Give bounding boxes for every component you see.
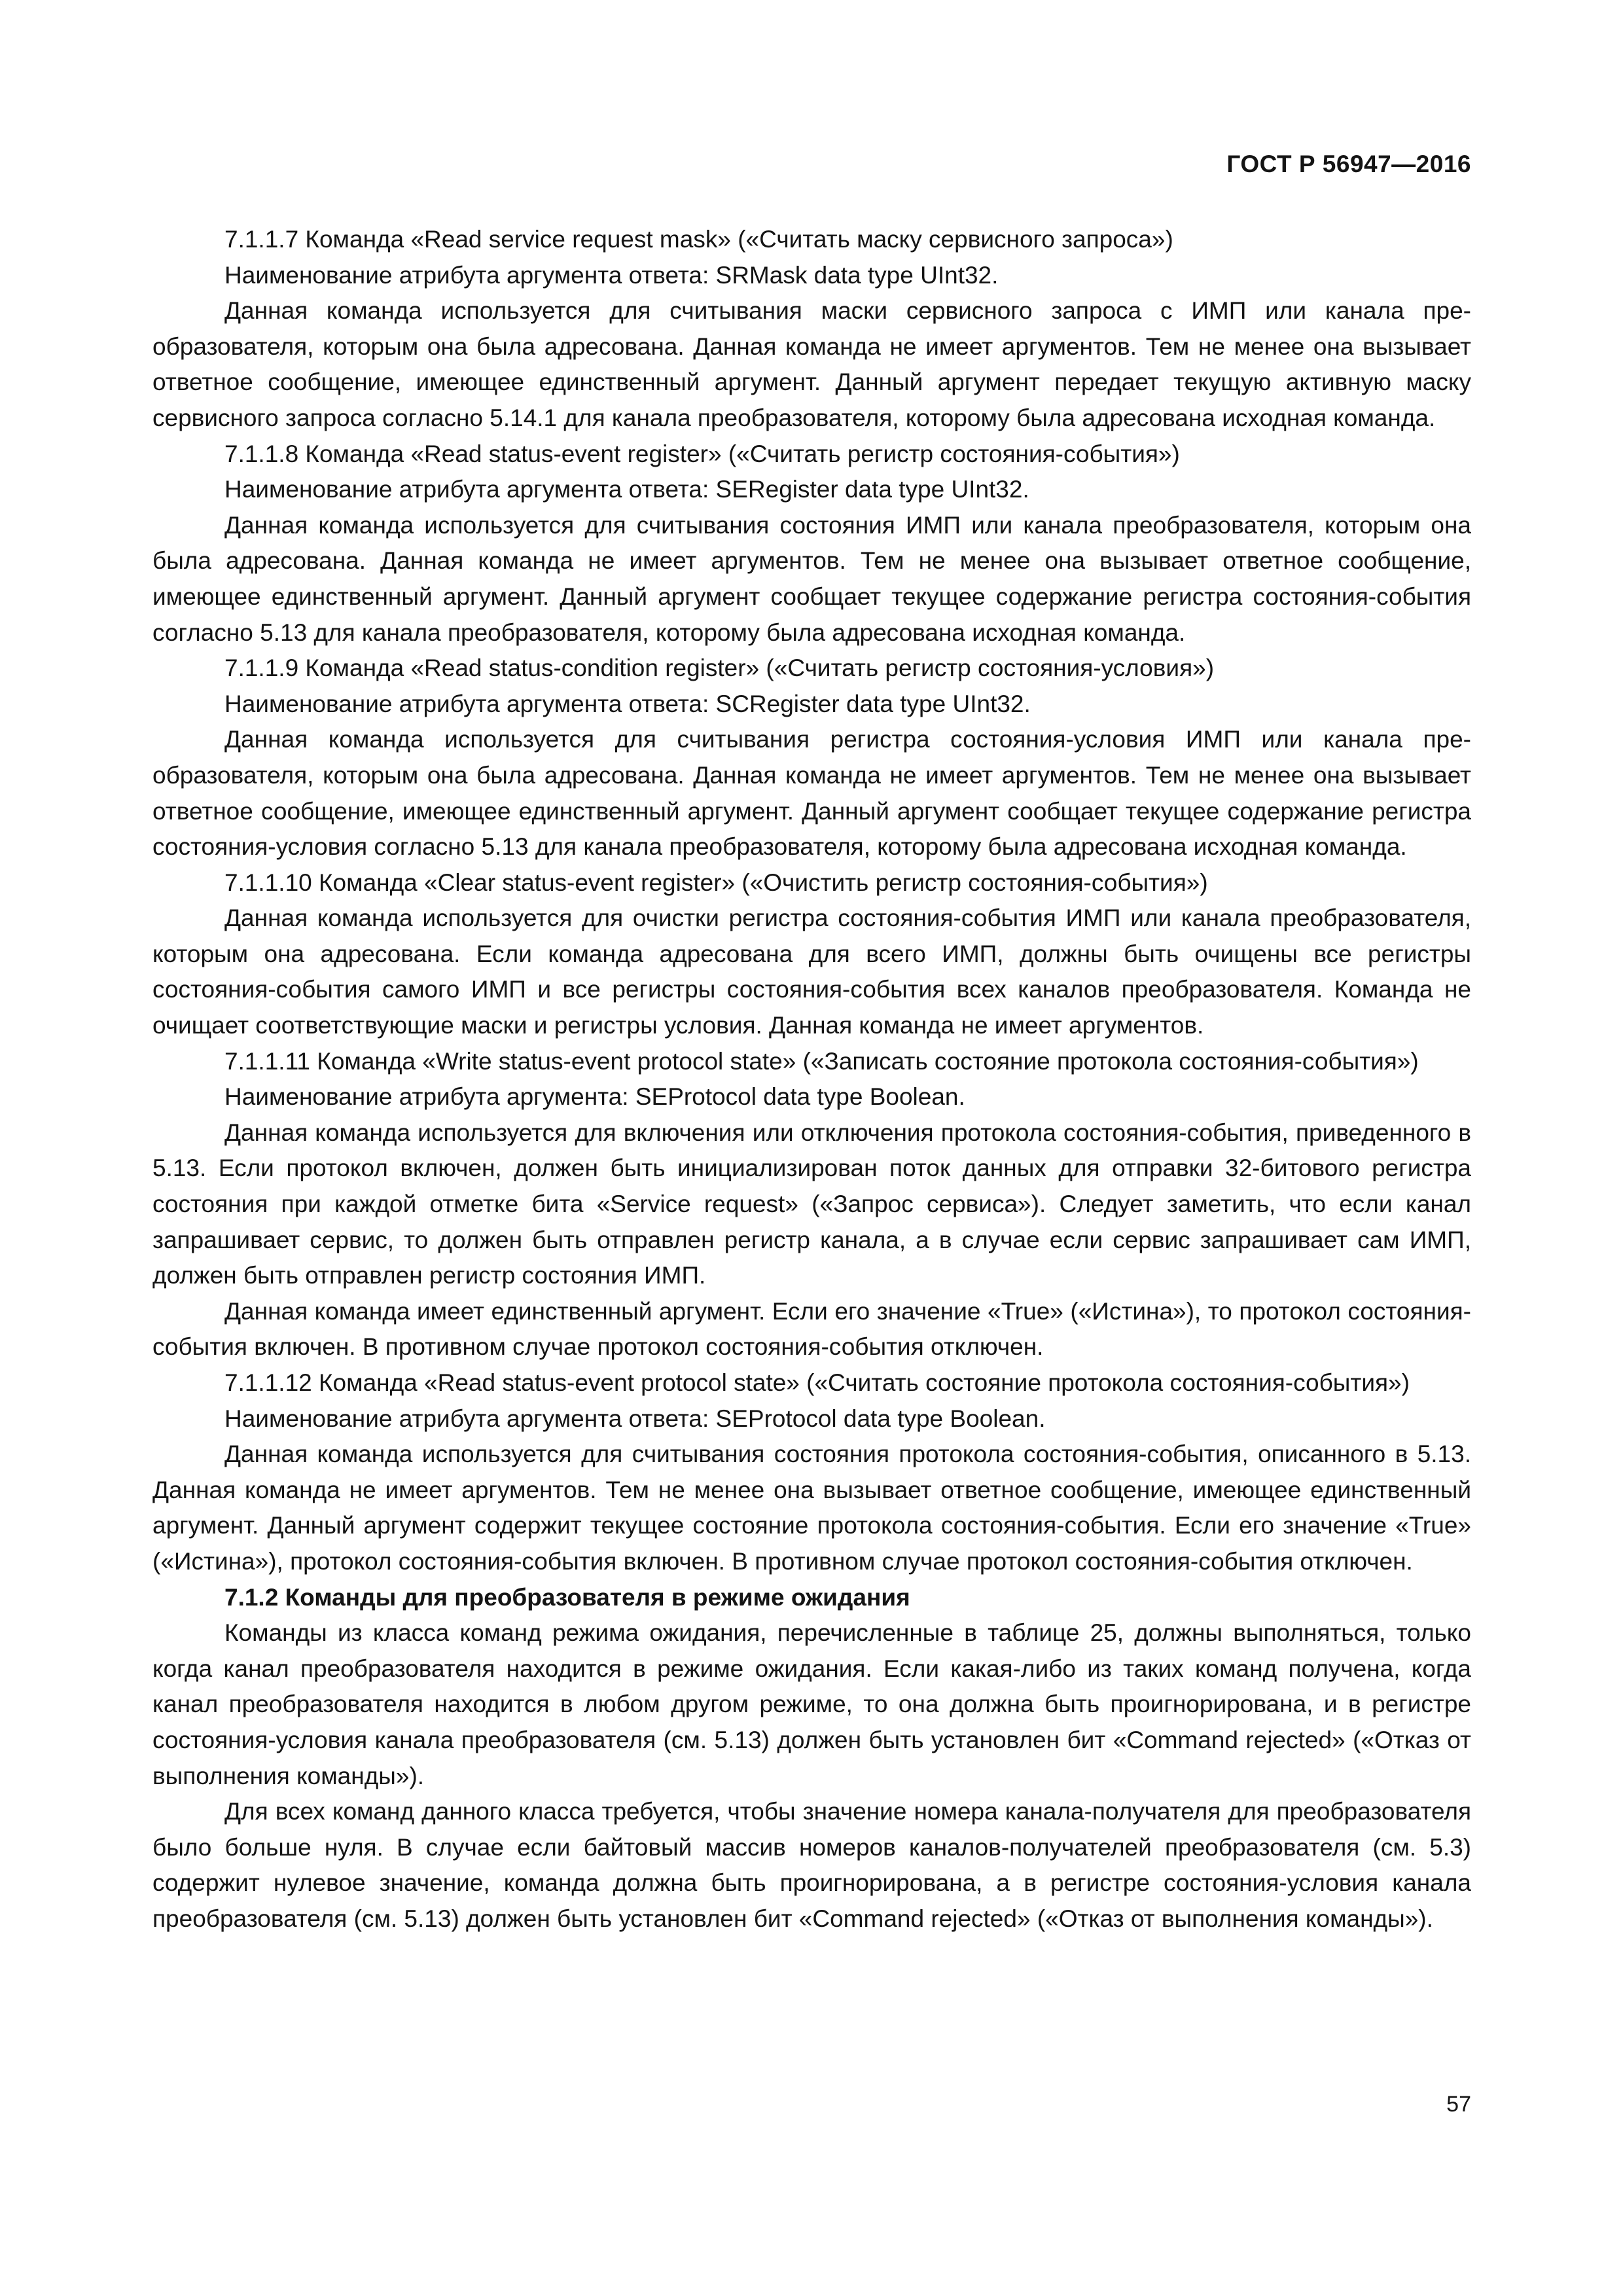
paragraph: Данная команда имеет единственный аргумент. Если его значение «True» («Истина»), то протокол состояния-события включен. В противном случае протокол состояния-события отключен. xyxy=(152,1297,1471,1361)
paragraph: Наименование атрибута аргумента ответа: SRMask data type UInt32. xyxy=(224,261,999,289)
paragraph: Данная команда используется для считывания регистра состояния-условия ИМП или канала преобразователя, которым она была адресована. Данная команда не имеет аргументов. Тем не менее она вызывает ответное сообщение, имеющее единственный аргумент. Данный аргумент сообщает текущее содержание регистра состояния-условия согласно 5.13 для канала преобразователя, которому была адресована исходная команда. xyxy=(152,726,1471,861)
paragraph: Команды из класса команд режима ожидания, перечисленные в таблице 25, должны выполняться, только когда канал преобразователя находится в режиме ожидания. Если какая-либо из таких команд получена, когда канал преобразователя находится в любом другом режиме, то она должна быть проигнорирована, и в регистре состояния-условия канала преобразователя (см. 5.13) должен быть установлен бит «Command rejected» («Отказ от выполнения команды»). xyxy=(152,1619,1471,1789)
paragraph: Для всех команд данного класса требуется, чтобы значение номера канала-получателя для преобразователя было больше нуля. В случае если байтовый массив номеров каналов-получателей преобразователя (см. 5.3) содержит нулевое значение, команда должна быть проигнорирована, а в регистре состояния-условия канала преобразователя (см. 5.13) должен быть установлен бит «Command rejected» («Отказ от выполнения команды»). xyxy=(152,1798,1471,1932)
paragraph: Наименование атрибута аргумента ответа: SEProtocol data type Boolean. xyxy=(224,1405,1046,1432)
paragraph: 7.1.1.10 Команда «Clear status-event register» («Очистить регистр состояния-события») xyxy=(224,869,1208,896)
paragraph: Наименование атрибута аргумента ответа: SERegister data type UInt32. xyxy=(224,476,1029,503)
paragraph: Данная команда используется для включения или отключения протокола состояния-события, приведенного в 5.13. Если протокол включен, должен быть инициализирован поток данных для отправки 32-битового регистра состояния при каждой отметке бита «Service request» («Запрос сервиса»). Следует заметить, что если канал запрашивает сервис, то должен быть отправлен регистр канала, а в случае если сервис запрашивает сам ИМП, должен быть отправлен регистр состояния ИМП. xyxy=(152,1119,1471,1289)
paragraph: 7.1.1.9 Команда «Read status-condition register» («Считать регистр состояния-условия») xyxy=(224,655,1215,682)
page-body xyxy=(152,222,1471,1937)
paragraph: Наименование атрибута аргумента: SEProtocol data type Boolean. xyxy=(224,1083,965,1111)
paragraph: 7.1.1.7 Команда «Read service request mask» («Считать маску сервисного запроса») xyxy=(224,226,1173,253)
paragraph: 7.1.1.12 Команда «Read status-event protocol state» («Считать состояние протокола состояния-события») xyxy=(224,1369,1410,1396)
paragraph: Данная команда используется для очистки регистра состояния-события ИМП или канала преобразователя, которым она адресована. Если команда адресована для всего ИМП, должны быть очищены все регистры состояния-события самого ИМП и все регистры состояния-события всех каналов преобразователя. Команда не очищает соответствующие маски и регистры условия. Данная команда не имеет аргументов. xyxy=(152,905,1471,1039)
paragraph: 7.1.1.8 Команда «Read status-event register» («Считать регистр состояния-события») xyxy=(224,440,1180,467)
page-header: ГОСТ Р 56947—2016 xyxy=(1226,151,1471,177)
paragraph: Данная команда используется для считывания состояния протокола состояния-события, описанного в 5.13. Данная команда не имеет аргументов. Тем не менее она вызывает ответное сообщение, имеющее единственный аргумент. Данный аргумент содержит текущее состояние протокола состояния-события. Если его значение «True» («Истина»), протокол состояния-события включен. В противном случае протокол состояния-события отключен. xyxy=(152,1441,1471,1575)
paragraph: Данная команда используется для считывания состояния ИМП или канала преобразователя, которым она была адресована. Данная команда не имеет аргументов. Тем не менее она вызывает ответное сообщение, имеющее единственный аргумент. Данный аргумент сообщает текущее содержание регистра состояния-события согласно 5.13 для канала преобразователя, которому была адресована исходная команда. xyxy=(152,511,1471,646)
page-number: 57 xyxy=(1446,2092,1471,2117)
paragraph: 7.1.1.11 Команда «Write status-event protocol state» («Записать состояние протокола состояния-события») xyxy=(224,1047,1419,1075)
section-heading: 7.1.2 Команды для преобразователя в режиме ожидания xyxy=(224,1583,910,1611)
paragraph: Наименование атрибута аргумента ответа: SCRegister data type UInt32. xyxy=(224,690,1031,717)
paragraph: Данная команда используется для считывания маски сервисного запроса с ИМП или канала преобразователя, которым она была адресована. Данная команда не имеет аргументов. Тем не менее она вызывает ответное сообщение, имеющее единственный аргумент. Данный аргумент передает текущую активную маску сервисного запроса согласно 5.14.1 для канала преобразователя, которому была адресована исходная команда. xyxy=(152,297,1471,431)
